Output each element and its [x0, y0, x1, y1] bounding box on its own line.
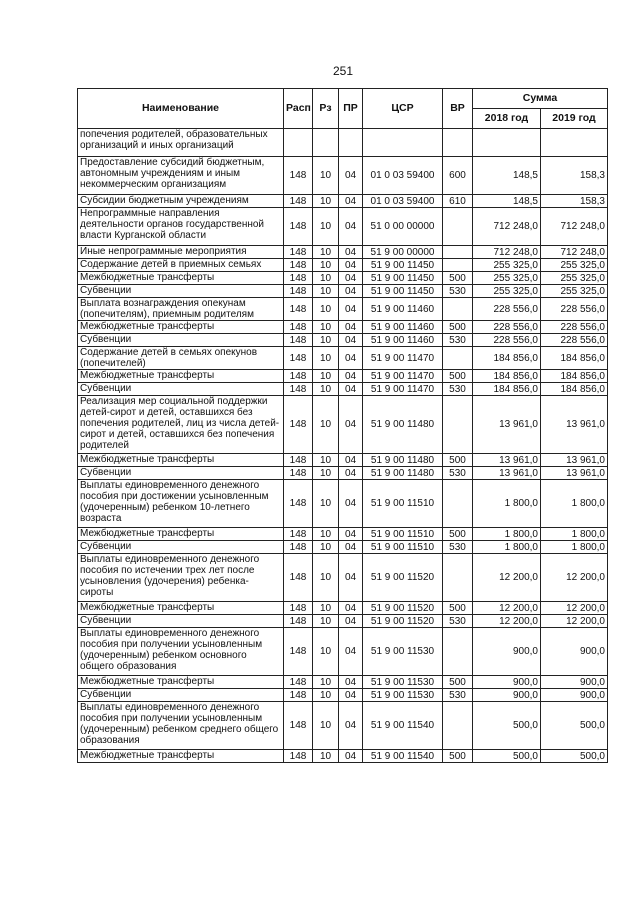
row-vr	[443, 208, 473, 246]
row-amount-2018: 13 961,0	[473, 467, 541, 480]
table-row	[78, 272, 608, 285]
row-rasp: 148	[284, 467, 313, 480]
row-csr: 51 9 00 11510	[363, 541, 443, 554]
row-pr: 04	[339, 480, 363, 528]
row-name: Выплаты единовременного денежного пособия при получении усыновленным (удочеренным) ребенком основного общего образования	[78, 628, 284, 676]
row-rasp: 148	[284, 454, 313, 467]
row-rasp: 148	[284, 602, 313, 615]
row-rasp: 148	[284, 272, 313, 285]
row-amount-2019: 13 961,0	[541, 467, 608, 480]
row-name: Выплаты единовременного денежного пособия по истечении трех лет после усыновления (удочерения) ребенка-сироты	[78, 554, 284, 602]
row-rz: 10	[313, 396, 339, 454]
table-row	[78, 129, 608, 157]
table-row	[78, 554, 608, 602]
row-rasp: 148	[284, 157, 313, 195]
row-rasp: 148	[284, 334, 313, 347]
row-pr: 04	[339, 628, 363, 676]
row-pr: 04	[339, 195, 363, 208]
row-rz: 10	[313, 676, 339, 689]
row-amount-2019: 1 800,0	[541, 541, 608, 554]
row-rz: 10	[313, 195, 339, 208]
row-name: Субвенции	[78, 334, 284, 347]
row-name: Межбюджетные трансферты	[78, 602, 284, 615]
row-amount-2018: 184 856,0	[473, 347, 541, 370]
table-body	[78, 129, 608, 763]
row-amount-2019: 712 248,0	[541, 208, 608, 246]
row-pr: 04	[339, 467, 363, 480]
row-csr: 51 9 00 11480	[363, 454, 443, 467]
row-vr: 500	[443, 370, 473, 383]
row-pr: 04	[339, 615, 363, 628]
header-pr: ПР	[339, 89, 363, 129]
row-name: Содержание детей в приемных семьях	[78, 259, 284, 272]
row-vr: 500	[443, 528, 473, 541]
budget-table	[77, 88, 608, 763]
row-vr	[443, 396, 473, 454]
row-csr: 51 9 00 00000	[363, 246, 443, 259]
row-csr: 51 9 00 11520	[363, 602, 443, 615]
row-rz: 10	[313, 628, 339, 676]
row-rasp: 148	[284, 676, 313, 689]
header-2018: 2018 год	[473, 109, 541, 129]
row-rasp: 148	[284, 702, 313, 750]
row-rz: 10	[313, 246, 339, 259]
row-rasp: 148	[284, 321, 313, 334]
row-vr: 500	[443, 454, 473, 467]
row-vr: 530	[443, 383, 473, 396]
table-row	[78, 195, 608, 208]
row-csr: 51 9 00 11460	[363, 321, 443, 334]
row-amount-2019: 1 800,0	[541, 480, 608, 528]
row-name: Субвенции	[78, 467, 284, 480]
row-amount-2019: 184 856,0	[541, 347, 608, 370]
row-amount-2019: 900,0	[541, 628, 608, 676]
row-name: Реализация мер социальной поддержки детей-сирот и детей, оставшихся без попечения родителей, лиц из числа детей-сирот и детей, оставшихся без попечения родителей	[78, 396, 284, 454]
table-row	[78, 480, 608, 528]
row-amount-2018: 1 800,0	[473, 480, 541, 528]
row-rasp: 148	[284, 689, 313, 702]
row-rz: 10	[313, 702, 339, 750]
row-rz: 10	[313, 285, 339, 298]
row-name: Иные непрограммные мероприятия	[78, 246, 284, 259]
row-name: Непрограммные направления деятельности органов государственной власти Курганской области	[78, 208, 284, 246]
header-sum: Сумма	[473, 89, 608, 109]
table-row	[78, 528, 608, 541]
row-amount-2018: 184 856,0	[473, 370, 541, 383]
row-csr: 01 0 03 59400	[363, 157, 443, 195]
row-csr: 51 9 00 11540	[363, 750, 443, 763]
row-amount-2019: 500,0	[541, 750, 608, 763]
row-amount-2019: 1 800,0	[541, 528, 608, 541]
row-pr: 04	[339, 528, 363, 541]
row-amount-2018: 228 556,0	[473, 298, 541, 321]
row-vr: 500	[443, 750, 473, 763]
row-rz: 10	[313, 689, 339, 702]
row-rz: 10	[313, 334, 339, 347]
row-pr: 04	[339, 272, 363, 285]
row-rz: 10	[313, 602, 339, 615]
table-row	[78, 334, 608, 347]
row-name: Субсидии бюджетным учреждениям	[78, 195, 284, 208]
row-amount-2018: 500,0	[473, 750, 541, 763]
row-name: Межбюджетные трансферты	[78, 528, 284, 541]
row-csr: 51 9 00 11530	[363, 628, 443, 676]
table-row	[78, 246, 608, 259]
table-row	[78, 208, 608, 246]
row-vr: 530	[443, 334, 473, 347]
row-name: Субвенции	[78, 541, 284, 554]
row-vr	[443, 554, 473, 602]
row-rasp: 148	[284, 750, 313, 763]
row-rasp: 148	[284, 208, 313, 246]
row-vr	[443, 298, 473, 321]
table-row	[78, 702, 608, 750]
row-vr: 530	[443, 689, 473, 702]
row-pr: 04	[339, 454, 363, 467]
row-csr: 51 9 00 11510	[363, 528, 443, 541]
row-rasp: 148	[284, 195, 313, 208]
row-vr: 530	[443, 541, 473, 554]
row-amount-2018: 228 556,0	[473, 334, 541, 347]
row-amount-2018: 900,0	[473, 676, 541, 689]
row-pr: 04	[339, 285, 363, 298]
table-row	[78, 321, 608, 334]
row-amount-2019: 228 556,0	[541, 321, 608, 334]
row-csr: 51 9 00 11460	[363, 334, 443, 347]
row-csr: 51 9 00 11470	[363, 347, 443, 370]
row-csr: 51 9 00 11540	[363, 702, 443, 750]
row-vr	[443, 480, 473, 528]
row-pr: 04	[339, 334, 363, 347]
table-row	[78, 541, 608, 554]
row-amount-2019: 228 556,0	[541, 334, 608, 347]
page-number: 251	[332, 64, 354, 78]
row-name: Содержание детей в семьях опекунов (попечителей)	[78, 347, 284, 370]
row-rasp: 148	[284, 528, 313, 541]
table-row	[78, 383, 608, 396]
row-amount-2018: 12 200,0	[473, 615, 541, 628]
row-amount-2018	[473, 129, 541, 157]
row-amount-2018: 148,5	[473, 157, 541, 195]
table-row	[78, 750, 608, 763]
row-amount-2018: 255 325,0	[473, 272, 541, 285]
row-amount-2019: 255 325,0	[541, 272, 608, 285]
row-csr: 51 9 00 11510	[363, 480, 443, 528]
row-rz: 10	[313, 615, 339, 628]
row-vr	[443, 702, 473, 750]
row-csr: 51 9 00 11530	[363, 676, 443, 689]
row-rasp	[284, 129, 313, 157]
header-name: Наименование	[78, 89, 284, 129]
row-rz: 10	[313, 347, 339, 370]
row-csr: 51 9 00 11520	[363, 615, 443, 628]
row-amount-2018: 900,0	[473, 689, 541, 702]
table-row	[78, 396, 608, 454]
row-rz: 10	[313, 321, 339, 334]
header-2019: 2019 год	[541, 109, 608, 129]
row-pr	[339, 129, 363, 157]
row-vr	[443, 347, 473, 370]
header-csr: ЦСР	[363, 89, 443, 129]
row-name: Субвенции	[78, 689, 284, 702]
row-vr: 530	[443, 285, 473, 298]
row-amount-2018: 712 248,0	[473, 208, 541, 246]
row-name: Выплаты единовременного денежного пособия при получении усыновленным (удочеренным) ребенком среднего общего образования	[78, 702, 284, 750]
row-pr: 04	[339, 676, 363, 689]
row-name: Межбюджетные трансферты	[78, 750, 284, 763]
row-rz: 10	[313, 157, 339, 195]
row-amount-2018: 1 800,0	[473, 528, 541, 541]
row-rz: 10	[313, 259, 339, 272]
row-rz: 10	[313, 370, 339, 383]
row-rasp: 148	[284, 541, 313, 554]
row-amount-2019: 184 856,0	[541, 370, 608, 383]
row-csr: 51 9 00 11460	[363, 298, 443, 321]
table-row	[78, 347, 608, 370]
row-rasp: 148	[284, 370, 313, 383]
row-name: Субвенции	[78, 383, 284, 396]
row-amount-2018: 228 556,0	[473, 321, 541, 334]
row-name: Межбюджетные трансферты	[78, 321, 284, 334]
row-pr: 04	[339, 750, 363, 763]
row-pr: 04	[339, 321, 363, 334]
row-csr: 51 9 00 11450	[363, 259, 443, 272]
row-rz: 10	[313, 480, 339, 528]
row-csr: 51 9 00 11450	[363, 272, 443, 285]
row-rz: 10	[313, 272, 339, 285]
row-csr: 51 9 00 11530	[363, 689, 443, 702]
row-pr: 04	[339, 383, 363, 396]
table-row	[78, 689, 608, 702]
row-amount-2018: 184 856,0	[473, 383, 541, 396]
row-name: Межбюджетные трансферты	[78, 676, 284, 689]
table-row	[78, 370, 608, 383]
row-pr: 04	[339, 554, 363, 602]
row-rasp: 148	[284, 628, 313, 676]
row-amount-2019: 13 961,0	[541, 396, 608, 454]
row-amount-2018: 900,0	[473, 628, 541, 676]
row-name: Субвенции	[78, 615, 284, 628]
row-amount-2019: 158,3	[541, 157, 608, 195]
row-name: Предоставление субсидий бюджетным, автономным учреждениям и иным некоммерческим организациям	[78, 157, 284, 195]
row-amount-2018: 12 200,0	[473, 602, 541, 615]
row-csr: 01 0 03 59400	[363, 195, 443, 208]
row-pr: 04	[339, 702, 363, 750]
row-amount-2019: 13 961,0	[541, 454, 608, 467]
row-rz: 10	[313, 298, 339, 321]
row-rz: 10	[313, 467, 339, 480]
row-amount-2018: 500,0	[473, 702, 541, 750]
row-rz: 10	[313, 528, 339, 541]
row-name: попечения родителей, образовательных организаций и иных организаций	[78, 129, 284, 157]
row-amount-2019: 500,0	[541, 702, 608, 750]
table-row	[78, 676, 608, 689]
row-name: Межбюджетные трансферты	[78, 370, 284, 383]
row-amount-2018: 13 961,0	[473, 454, 541, 467]
row-pr: 04	[339, 208, 363, 246]
row-rasp: 148	[284, 259, 313, 272]
row-pr: 04	[339, 396, 363, 454]
row-csr: 51 9 00 11520	[363, 554, 443, 602]
row-amount-2019: 228 556,0	[541, 298, 608, 321]
row-rz: 10	[313, 383, 339, 396]
row-amount-2019: 158,3	[541, 195, 608, 208]
row-rz: 10	[313, 454, 339, 467]
row-csr: 51 9 00 11450	[363, 285, 443, 298]
table-row	[78, 285, 608, 298]
row-pr: 04	[339, 246, 363, 259]
row-csr: 51 9 00 11470	[363, 370, 443, 383]
row-amount-2018: 148,5	[473, 195, 541, 208]
row-vr	[443, 628, 473, 676]
row-amount-2018: 1 800,0	[473, 541, 541, 554]
row-amount-2018: 255 325,0	[473, 259, 541, 272]
row-name: Выплаты единовременного денежного пособия при достижении усыновленным (удочеренным) ребенком 10-летнего возраста	[78, 480, 284, 528]
row-csr: 51 9 00 11470	[363, 383, 443, 396]
row-csr: 51 0 00 00000	[363, 208, 443, 246]
row-vr: 600	[443, 157, 473, 195]
row-pr: 04	[339, 541, 363, 554]
row-amount-2019: 184 856,0	[541, 383, 608, 396]
row-pr: 04	[339, 259, 363, 272]
row-amount-2018: 255 325,0	[473, 285, 541, 298]
row-vr: 500	[443, 272, 473, 285]
row-rz: 10	[313, 554, 339, 602]
row-amount-2018: 13 961,0	[473, 396, 541, 454]
row-rasp: 148	[284, 554, 313, 602]
row-csr: 51 9 00 11480	[363, 396, 443, 454]
table-row	[78, 615, 608, 628]
row-amount-2019: 712 248,0	[541, 246, 608, 259]
row-amount-2018: 12 200,0	[473, 554, 541, 602]
row-amount-2019: 12 200,0	[541, 602, 608, 615]
row-vr	[443, 246, 473, 259]
row-name: Выплата вознаграждения опекунам (попечителям), приемным родителям	[78, 298, 284, 321]
row-rz: 10	[313, 750, 339, 763]
row-rasp: 148	[284, 480, 313, 528]
row-csr	[363, 129, 443, 157]
row-rasp: 148	[284, 383, 313, 396]
row-name: Субвенции	[78, 285, 284, 298]
row-rz	[313, 129, 339, 157]
table-row	[78, 157, 608, 195]
row-csr: 51 9 00 11480	[363, 467, 443, 480]
table-row	[78, 602, 608, 615]
row-amount-2018: 712 248,0	[473, 246, 541, 259]
row-vr	[443, 259, 473, 272]
row-amount-2019: 12 200,0	[541, 554, 608, 602]
row-rasp: 148	[284, 285, 313, 298]
header-vr: ВР	[443, 89, 473, 129]
row-name: Межбюджетные трансферты	[78, 272, 284, 285]
row-rz: 10	[313, 541, 339, 554]
table-row	[78, 454, 608, 467]
row-pr: 04	[339, 602, 363, 615]
row-rasp: 148	[284, 246, 313, 259]
table-row	[78, 259, 608, 272]
row-vr: 610	[443, 195, 473, 208]
row-pr: 04	[339, 689, 363, 702]
row-rasp: 148	[284, 298, 313, 321]
row-rasp: 148	[284, 347, 313, 370]
row-amount-2019: 255 325,0	[541, 285, 608, 298]
row-amount-2019: 900,0	[541, 689, 608, 702]
row-pr: 04	[339, 347, 363, 370]
row-pr: 04	[339, 370, 363, 383]
row-amount-2019: 12 200,0	[541, 615, 608, 628]
table-row	[78, 628, 608, 676]
header-rasp: Расп	[284, 89, 313, 129]
row-vr: 530	[443, 615, 473, 628]
row-vr: 500	[443, 602, 473, 615]
row-rz: 10	[313, 208, 339, 246]
row-name: Межбюджетные трансферты	[78, 454, 284, 467]
row-rasp: 148	[284, 396, 313, 454]
table-row	[78, 467, 608, 480]
row-pr: 04	[339, 157, 363, 195]
row-vr: 500	[443, 676, 473, 689]
table-row	[78, 298, 608, 321]
row-vr: 500	[443, 321, 473, 334]
row-vr	[443, 129, 473, 157]
header-rz: Рз	[313, 89, 339, 129]
row-rasp: 148	[284, 615, 313, 628]
row-amount-2019: 255 325,0	[541, 259, 608, 272]
row-amount-2019: 900,0	[541, 676, 608, 689]
row-pr: 04	[339, 298, 363, 321]
row-vr: 530	[443, 467, 473, 480]
row-amount-2019	[541, 129, 608, 157]
